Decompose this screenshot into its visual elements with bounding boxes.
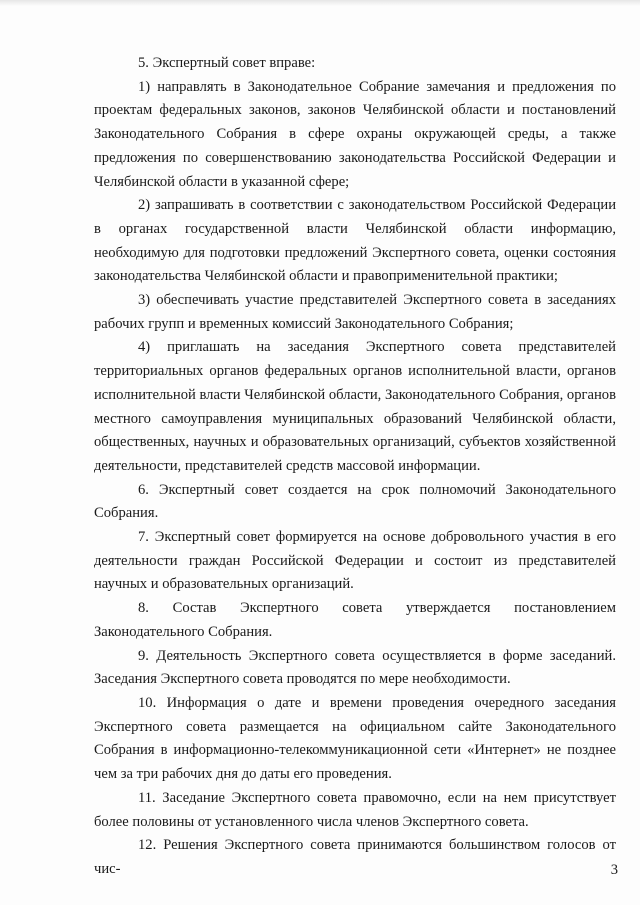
- paragraph-5-item-4: 4) приглашать на заседания Экспертного совета представителей территориальных органов федеральных органов исполнительной власти, органов исполнительной власти Челябинской области, Законодательного Собрания, органов местного самоуправления муниципальных образований Челябинской области, общественных, научных и образовательных организаций, субъектов хозяйственной деятельности, представителей средств массовой информации.: [94, 339, 616, 474]
- paragraph-5-item-1: 1) направлять в Законодательное Собрание замечания и предложения по проектам федеральных законов, законов Челябинской области и постановлений Законодательного Собрания в сфере охраны окружающей среды, а также предложения по совершенствованию законодательства Российской Федерации и Челябинской области в указанной сфере;: [94, 78, 616, 190]
- page-number: 3: [610, 862, 618, 878]
- paragraph-8: 8. Состав Экспертного совета утверждается постановлением Законодательного Собрания.: [94, 600, 616, 640]
- paragraph-11: 11. Заседание Экспертного совета правомочно, если на нем присутствует более половины от установленного числа членов Экспертного совета.: [94, 789, 616, 830]
- scan-top-edge: [0, 0, 640, 6]
- paragraph-6: 6. Экспертный совет создается на срок полномочий Законодательного Собрания.: [94, 481, 616, 522]
- paragraph-7: 7. Экспертный совет формируется на основе добровольного участия в его деятельности граждан Российской Федерации и состоит из представителей научных и образовательных организаций.: [94, 529, 616, 593]
- paragraph-5-item-2: 2) запрашивать в соответствии с законодательством Российской Федерации в органах государственной власти Челябинской области информацию, необходимую для подготовки предложений Экспертного совета, оценки состояния законодательства Челябинской области и правоприменительной практики;: [94, 197, 616, 285]
- document-body: [94, 52, 616, 882]
- paragraph-5-item-3: 3) обеспечивать участие представителей Экспертного совета в заседаниях рабочих групп и временных комиссий Законодательного Собрания;: [94, 292, 616, 332]
- paragraph-9: 9. Деятельность Экспертного совета осуществляется в форме заседаний. Заседания Экспертного совета проводятся по мере необходимости.: [94, 647, 616, 688]
- paragraph-12: 12. Решения Экспертного совета принимаются большинством голосов от чис-: [94, 837, 616, 877]
- paragraph-10: 10. Информация о дате и времени проведения очередного заседания Экспертного совета размещается на официальном сайте Законодательного Собрания в информационно-телекоммуникационной сети «Интернет» не позднее чем за три рабочих дня до даты его проведения.: [94, 694, 616, 783]
- paragraph-5-heading: 5. Экспертный совет вправе:: [138, 55, 316, 71]
